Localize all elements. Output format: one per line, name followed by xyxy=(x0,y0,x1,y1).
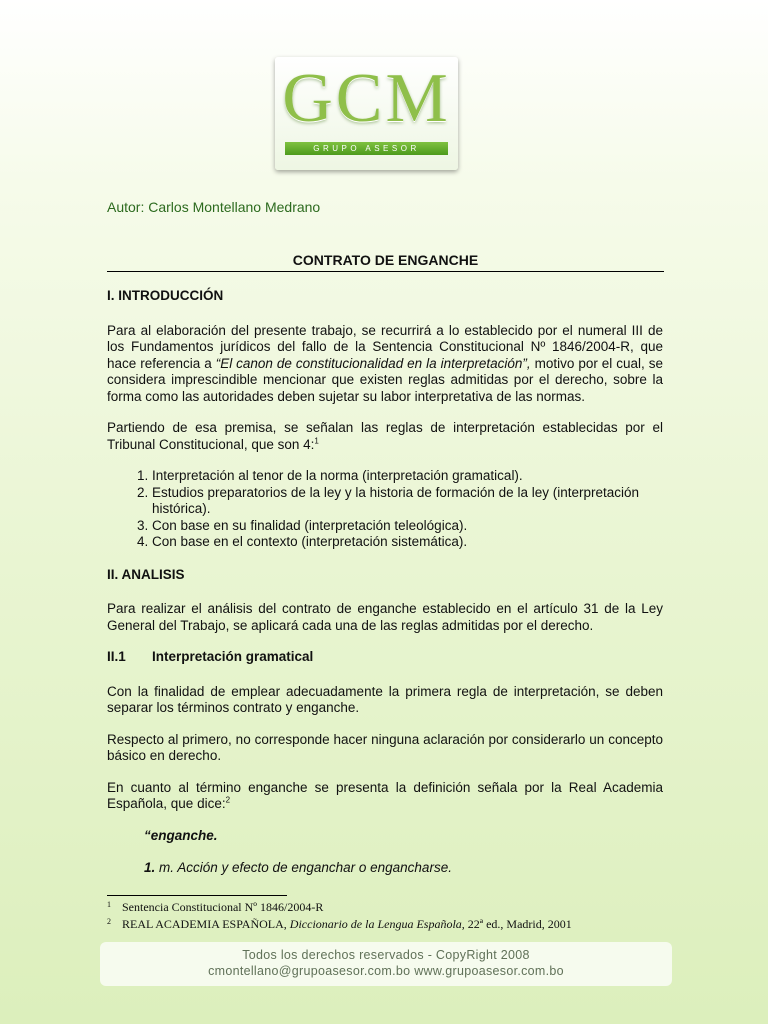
footer-copyright: Todos los derechos reservados - CopyRight 2008 xyxy=(242,948,530,962)
subsection-heading xyxy=(107,649,663,666)
paragraph-emphasis: “El canon de constitucionalidad en la interpretación”, xyxy=(215,355,531,371)
subsection-title: Interpretación gramatical xyxy=(152,649,314,664)
footer-contact: cmontellano@grupoasesor.com.bo www.grupoasesor.com.bo xyxy=(208,964,564,978)
paragraph xyxy=(107,780,663,813)
page-footer xyxy=(100,942,672,986)
paragraph-text: Partiendo de esa premisa, se señalan las reglas de interpretación establecidas por el Tribunal Constitucional, que son 4: xyxy=(107,420,663,452)
footnote-ref: 2 xyxy=(225,795,231,805)
subsection-number: II.1 xyxy=(107,649,126,664)
footnote-separator xyxy=(107,895,287,896)
author-line: Autor: Carlos Montellano Medrano xyxy=(107,199,321,215)
paragraph-text: Para al elaboración del presente trabajo, se recurrirá a lo establecido por el numeral III de los Fundamentos jurídicos del fallo de la Sentencia Constitucional Nº 1846/2004-R, que hace referencia a xyxy=(107,322,663,371)
list-item: 2. Estudios preparatorios de la ley y la historia de formación de la ley (interpretación histórica). xyxy=(152,485,663,518)
section-heading-analisis: II. ANALISIS xyxy=(107,566,185,582)
footnote xyxy=(107,899,667,916)
rules-list xyxy=(107,468,663,551)
paragraph xyxy=(107,420,663,453)
footnote-ref: 1 xyxy=(314,436,319,445)
list-item: 4. Con base en el contexto (interpretación sistemática). xyxy=(152,534,663,551)
definition-number: 1. xyxy=(144,860,156,875)
paragraph: Para realizar el análisis del contrato de enganche establecido en el artículo 31 de la Ley General del Trabajo, se aplicará cada una de las reglas admitidas por el derecho. xyxy=(107,601,663,633)
footnote-text: Sentencia Constitucional Nº 1846/2004-R xyxy=(122,900,324,914)
footnote-emphasis: Diccionario de la Lengua Española, xyxy=(289,917,465,931)
logo-tagline: GRUPO ASESOR xyxy=(285,142,448,155)
logo-initials: GCM xyxy=(282,60,451,137)
document-title: CONTRATO DE ENGANCHE xyxy=(107,252,664,272)
definition-text: m. Acción y efecto de enganchar o engancharse. xyxy=(155,860,452,875)
quote-heading: “enganche. xyxy=(144,827,218,843)
footnote-number: 2 xyxy=(107,917,111,926)
list-item: 3. Con base en su finalidad (interpretación teleológica). xyxy=(152,518,663,535)
paragraph: Con la finalidad de emplear adecuadamente la primera regla de interpretación, se deben separar los términos contrato y enganche. xyxy=(107,683,663,715)
footnote-text: REAL ACADEMIA ESPAÑOLA, xyxy=(122,917,290,931)
footnote-text: 22ª ed., Madrid, 2001 xyxy=(464,917,572,931)
section-heading-introduccion: I. INTRODUCCIÓN xyxy=(107,288,224,303)
paragraph xyxy=(107,323,663,406)
paragraph: Respecto al primero, no corresponde hacer ninguna aclaración por considerarlo un concepto básico en derecho. xyxy=(107,731,663,763)
quote-definition xyxy=(107,860,663,877)
paragraph-text: motivo por el cual, se considera imprescindible mencionar que existen reglas admitidas por el derecho, sobre la forma como las autoridades deben sujetar su labor interpretativa de las normas. xyxy=(107,355,663,404)
footnote xyxy=(107,916,667,933)
footnote-number: 1 xyxy=(107,900,111,909)
footnotes xyxy=(107,899,667,933)
list-item: 1. Interpretación al tenor de la norma (interpretación gramatical). xyxy=(152,468,663,485)
document-body xyxy=(107,288,663,892)
paragraph-text: En cuanto al término enganche se presenta la definición señala por la Real Academia Española, que dice: xyxy=(107,779,663,811)
company-logo xyxy=(275,57,458,170)
